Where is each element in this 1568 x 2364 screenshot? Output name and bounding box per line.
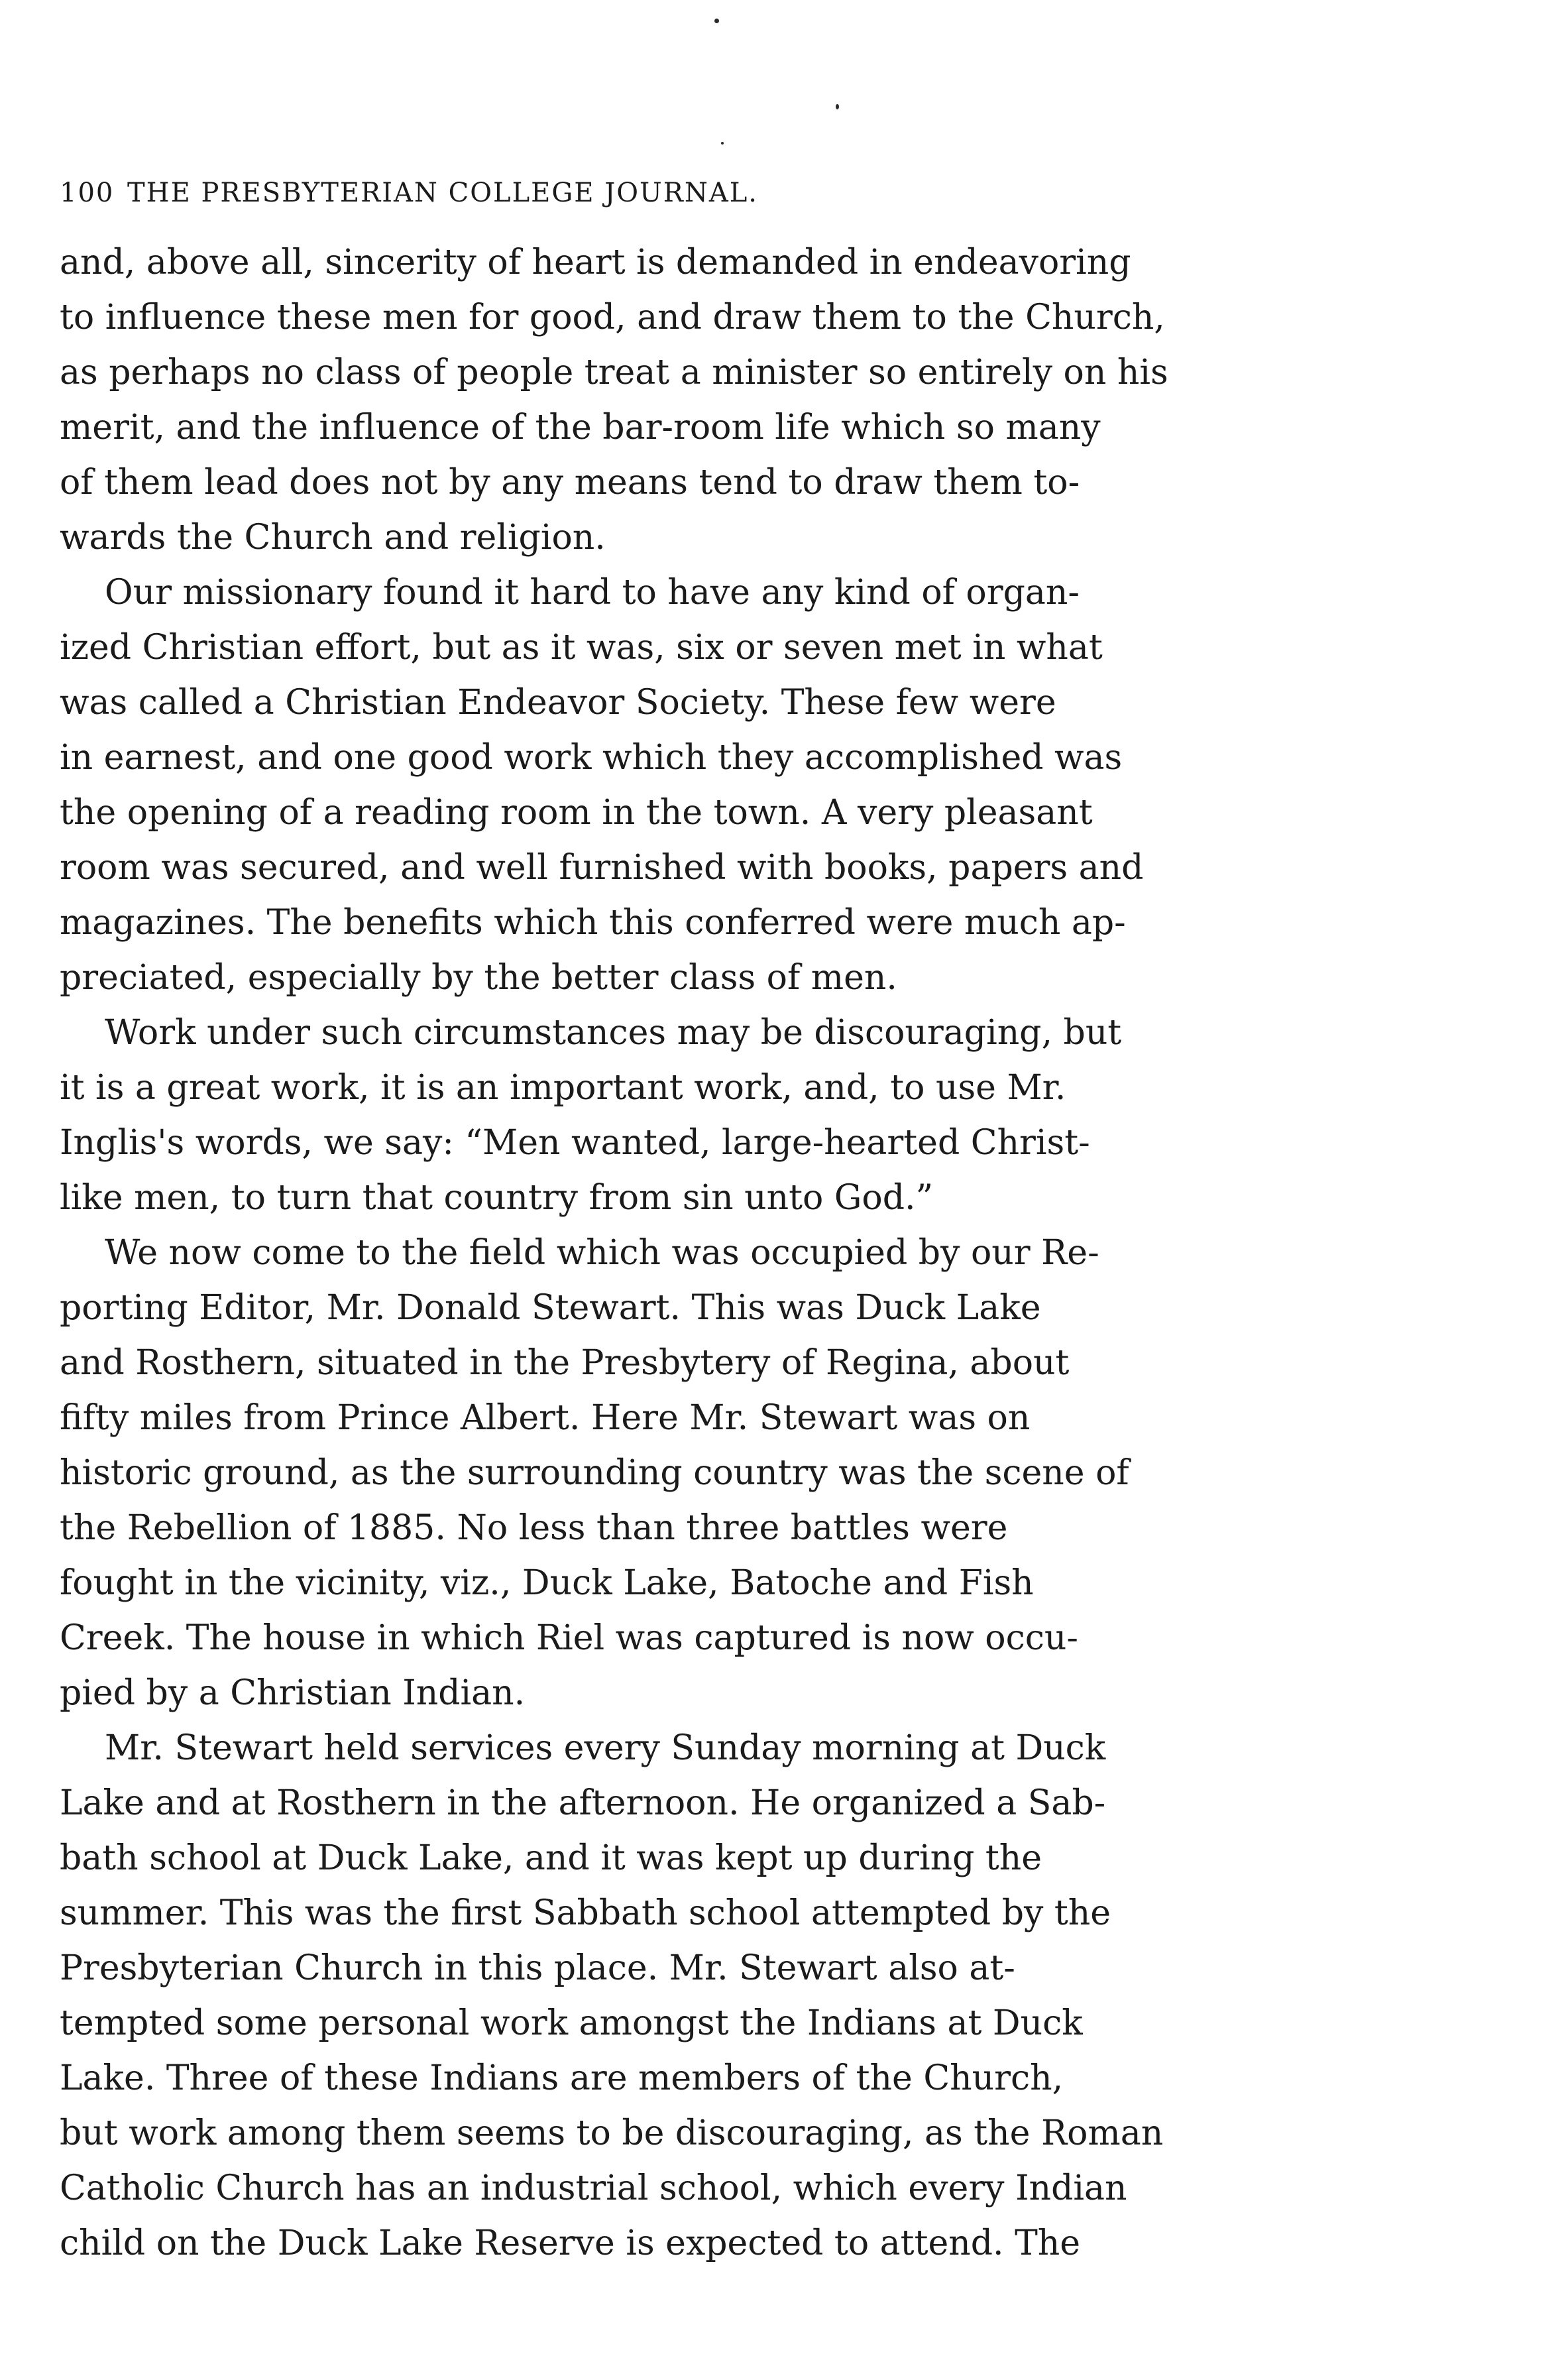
text-line: merit, and the influence of the bar-room life which so many — [60, 408, 1101, 447]
text-line: historic ground, as the surrounding country was the scene of — [60, 1453, 1129, 1493]
ink-speck — [714, 19, 719, 23]
text-line: the Rebellion of 1885. No less than three battles were — [60, 1508, 1008, 1548]
text-line: but work among them seems to be discouraging, as the Roman — [60, 2113, 1164, 2153]
text-line: to influence these men for good, and draw them to the Church, — [60, 298, 1165, 337]
paragraph-start-line: Work under such circumstances may be discouraging, but — [105, 1013, 1122, 1053]
ink-speck — [836, 104, 839, 109]
text-line: Creek. The house in which Riel was captured is now occu- — [60, 1618, 1078, 1658]
running-title: THE PRESBYTERIAN COLLEGE JOURNAL. — [127, 178, 759, 208]
text-line: summer. This was the first Sabbath school attempted by the — [60, 1893, 1111, 1933]
text-line: like men, to turn that country from sin unto God.” — [60, 1178, 934, 1218]
text-line: pied by a Christian Indian. — [60, 1673, 526, 1713]
text-line: ized Christian effort, but as it was, six or seven met in what — [60, 628, 1103, 668]
text-line: and Rosthern, situated in the Presbytery of Regina, about — [60, 1343, 1070, 1383]
text-line: Inglis's words, we say: “Men wanted, large-hearted Christ- — [60, 1123, 1090, 1163]
text-line: bath school at Duck Lake, and it was kept up during the — [60, 1838, 1042, 1878]
text-line: Catholic Church has an industrial school, which every Indian — [60, 2168, 1127, 2208]
text-line: fought in the vicinity, viz., Duck Lake, Batoche and Fish — [60, 1563, 1034, 1603]
text-line: room was secured, and well furnished with books, papers and — [60, 848, 1144, 888]
text-line: Lake. Three of these Indians are members of the Church, — [60, 2058, 1064, 2098]
text-line: in earnest, and one good work which they accomplished was — [60, 738, 1123, 778]
text-line: tempted some personal work amongst the Indians at Duck — [60, 2003, 1083, 2043]
text-line: Lake and at Rosthern in the afternoon. He organized a Sab- — [60, 1783, 1106, 1823]
ink-speck — [721, 142, 724, 145]
paragraph-start-line: Mr. Stewart held services every Sunday morning at Duck — [105, 1728, 1106, 1768]
text-line: and, above all, sincerity of heart is demanded in endeavoring — [60, 243, 1131, 282]
page-header — [60, 178, 1286, 224]
text-line: was called a Christian Endeavor Society. These few were — [60, 683, 1056, 723]
text-line: Presbyterian Church in this place. Mr. Stewart also at- — [60, 1948, 1015, 1988]
text-line: of them lead does not by any means tend to draw them to- — [60, 463, 1080, 502]
text-line: the opening of a reading room in the town. A very pleasant — [60, 793, 1093, 833]
text-line: porting Editor, Mr. Donald Stewart. This was Duck Lake — [60, 1288, 1041, 1328]
page-number: 100 — [60, 178, 115, 208]
text-line: preciated, especially by the better class of men. — [60, 958, 897, 998]
paragraph-start-line: Our missionary found it hard to have any kind of organ- — [105, 573, 1080, 613]
text-line: as perhaps no class of people treat a minister so entirely on his — [60, 353, 1168, 392]
text-line: magazines. The benefits which this conferred were much ap- — [60, 903, 1126, 943]
paragraph-start-line: We now come to the field which was occupied by our Re- — [105, 1233, 1099, 1273]
text-line: wards the Church and religion. — [60, 518, 606, 558]
text-line: it is a great work, it is an important work, and, to use Mr. — [60, 1068, 1066, 1108]
text-line: child on the Duck Lake Reserve is expected to attend. The — [60, 2223, 1081, 2263]
text-line: fifty miles from Prince Albert. Here Mr. Stewart was on — [60, 1398, 1031, 1438]
